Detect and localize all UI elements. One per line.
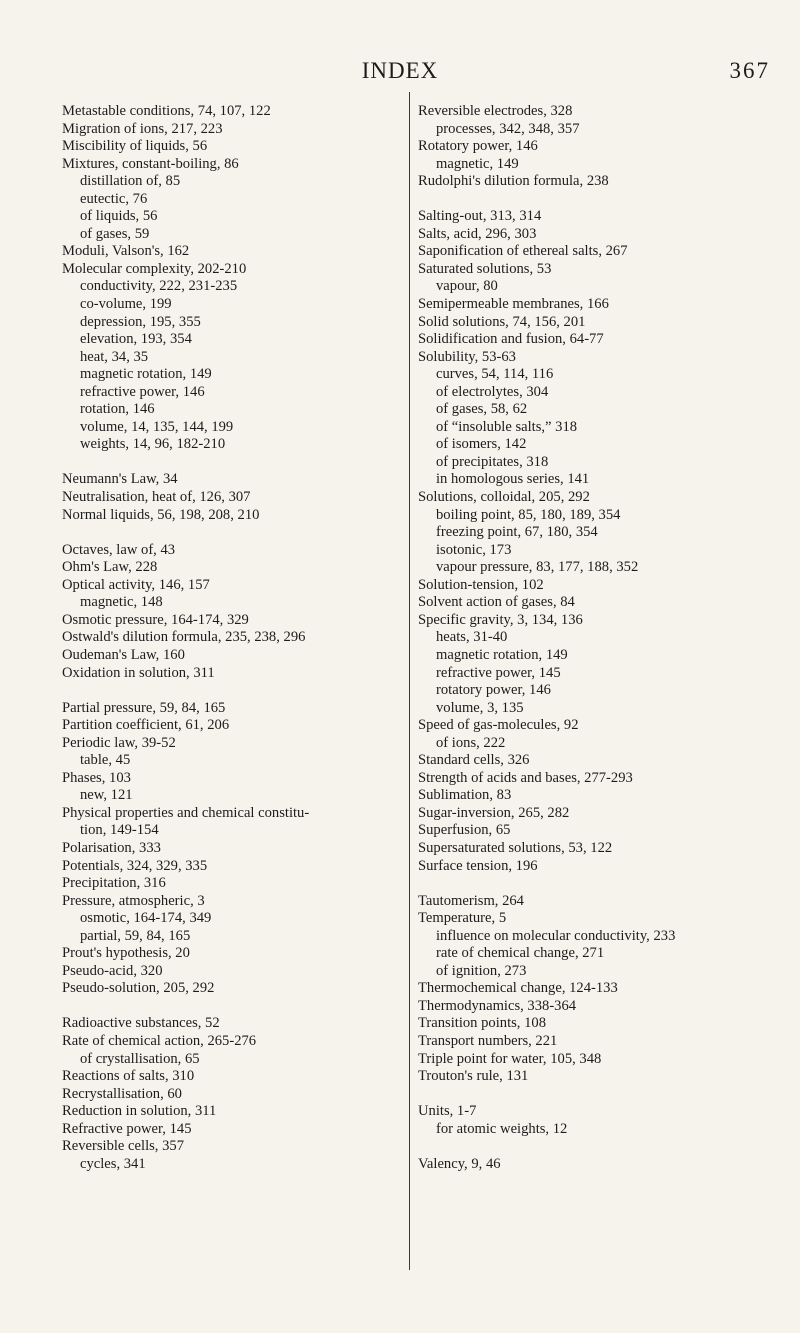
index-subentry: rate of chemical change, 271: [436, 945, 605, 962]
index-subentry: of ignition, 273: [436, 962, 527, 979]
index-subentry: partial, 59, 84, 165: [80, 927, 191, 944]
index-entry: Temperature, 5: [418, 910, 507, 927]
index-subentry: cycles, 341: [80, 1155, 146, 1172]
index-entry: Specific gravity, 3, 134, 136: [418, 611, 583, 628]
index-subentry: freezing point, 67, 180, 354: [436, 524, 598, 541]
index-entry: Reversible electrodes, 328: [418, 103, 573, 119]
index-subentry: volume, 3, 135: [436, 699, 524, 716]
index-subentry: rotatory power, 146: [436, 682, 551, 699]
index-entry: Pressure, atmospheric, 3: [62, 892, 205, 909]
index-subentry: vapour pressure, 83, 177, 188, 352: [436, 559, 639, 576]
index-subentry: rotation, 146: [80, 401, 155, 418]
index-entry: Neumann's Law, 34: [62, 471, 178, 488]
index-subentry: co-volume, 199: [80, 296, 172, 313]
index-entry: Thermodynamics, 338-364: [418, 997, 577, 1014]
index-entry: Sugar-inversion, 265, 282: [418, 804, 570, 821]
index-subentry: of “insoluble salts,” 318: [436, 418, 578, 435]
index-column-left: [62, 103, 407, 1173]
column-divider: [409, 92, 410, 1270]
index-entry: Triple point for water, 105, 348: [418, 1050, 602, 1067]
index-entry: Oxidation in solution, 311: [62, 664, 215, 681]
index-subentry: eutectic, 76: [80, 190, 148, 207]
index-entry: Superfusion, 65: [418, 822, 511, 839]
index-entry: Sublimation, 83: [418, 787, 512, 804]
index-subentry: of gases, 58, 62: [436, 401, 528, 418]
index-subentry: depression, 195, 355: [80, 313, 201, 330]
index-entry: Rudolphi's dilution formula, 238: [418, 173, 609, 190]
index-subentry: of electrolytes, 304: [436, 383, 549, 400]
index-subentry: refractive power, 146: [80, 383, 205, 400]
index-subentry: osmotic, 164-174, 349: [80, 910, 212, 927]
index-entry: Solid solutions, 74, 156, 201: [418, 313, 586, 330]
index-subentry: of crystallisation, 65: [80, 1050, 200, 1067]
index-subentry: weights, 14, 96, 182-210: [80, 436, 226, 453]
index-entry: Potentials, 324, 329, 335: [62, 857, 208, 874]
index-entry: Periodic law, 39-52: [62, 734, 176, 751]
index-entry: Rotatory power, 146: [418, 138, 538, 155]
index-subentry: of ions, 222: [436, 734, 506, 751]
index-entry: Miscibility of liquids, 56: [62, 138, 208, 155]
index-entry: Osmotic pressure, 164-174, 329: [62, 611, 249, 628]
index-subentry: vapour, 80: [436, 278, 498, 295]
index-entry: Moduli, Valson's, 162: [62, 243, 190, 260]
index-column-right: [418, 103, 788, 1173]
index-subentry: elevation, 193, 354: [80, 331, 192, 348]
index-entry: Mixtures, constant-boiling, 86: [62, 155, 239, 172]
index-subentry: processes, 342, 348, 357: [436, 120, 580, 137]
index-subentry: in homologous series, 141: [436, 471, 590, 488]
page-title: INDEX: [361, 58, 439, 83]
index-subentry: isotonic, 173: [436, 541, 512, 558]
index-entry: Salts, acid, 296, 303: [418, 225, 537, 242]
index-entry: Solidification and fusion, 64-77: [418, 331, 604, 348]
index-entry: Pseudo-acid, 320: [62, 962, 163, 979]
index-subentry: influence on molecular conductivity, 233: [436, 927, 676, 944]
index-entry: Valency, 9, 46: [418, 1155, 501, 1172]
index-entry: Solvent action of gases, 84: [418, 594, 575, 611]
index-subentry: refractive power, 145: [436, 664, 561, 681]
index-entry: Precipitation, 316: [62, 875, 166, 892]
index-subentry: volume, 14, 135, 144, 199: [80, 418, 234, 435]
index-subentry: magnetic, 148: [80, 594, 163, 611]
index-entry: Speed of gas-molecules, 92: [418, 717, 579, 734]
index-entry: Recrystallisation, 60: [62, 1085, 182, 1102]
index-subentry: of liquids, 56: [80, 208, 158, 225]
index-entry: Prout's hypothesis, 20: [62, 945, 190, 962]
index-entry: Transition points, 108: [418, 1015, 546, 1032]
index-entry: Supersaturated solutions, 53, 122: [418, 839, 613, 856]
index-entry: Molecular complexity, 202-210: [62, 260, 247, 277]
index-entry: Physical properties and chemical constitu-: [62, 804, 310, 821]
index-entry: Reactions of salts, 310: [62, 1068, 195, 1085]
index-entry: Saponification of ethereal salts, 267: [418, 243, 628, 260]
index-subentry: conductivity, 222, 231-235: [80, 278, 238, 295]
index-entry: Solutions, colloidal, 205, 292: [418, 489, 590, 506]
index-entry: Units, 1-7: [418, 1103, 477, 1120]
index-entry: Partition coefficient, 61, 206: [62, 717, 230, 734]
index-entry: Polarisation, 333: [62, 839, 161, 856]
index-entry: Normal liquids, 56, 198, 208, 210: [62, 506, 260, 523]
index-entry: Tautomerism, 264: [418, 892, 524, 909]
index-entry: Octaves, law of, 43: [62, 541, 176, 558]
index-entry: Saturated solutions, 53: [418, 260, 552, 277]
index-subentry: of isomers, 142: [436, 436, 527, 453]
index-subentry: magnetic, 149: [436, 155, 519, 172]
index-subentry: heat, 34, 35: [80, 348, 149, 365]
index-subentry: boiling point, 85, 180, 189, 354: [436, 506, 621, 523]
index-subentry: of precipitates, 318: [436, 453, 549, 470]
page-header: [0, 58, 800, 86]
index-entry: Strength of acids and bases, 277-293: [418, 769, 633, 786]
index-subentry: magnetic rotation, 149: [80, 366, 212, 383]
index-entry: Pseudo-solution, 205, 292: [62, 980, 215, 997]
index-subentry: curves, 54, 114, 116: [436, 366, 554, 383]
index-entry: Salting-out, 313, 314: [418, 208, 542, 225]
index-entry: Ostwald's dilution formula, 235, 238, 296: [62, 629, 306, 646]
index-subentry: of gases, 59: [80, 225, 150, 242]
index-entry: Transport numbers, 221: [418, 1032, 558, 1049]
index-entry: Rate of chemical action, 265-276: [62, 1032, 257, 1049]
index-entry: Trouton's rule, 131: [418, 1068, 529, 1085]
index-entry: Reduction in solution, 311: [62, 1103, 217, 1120]
index-subentry: tion, 149-154: [80, 822, 159, 839]
index-entry: Reversible cells, 357: [62, 1138, 184, 1155]
index-entry: Semipermeable membranes, 166: [418, 296, 609, 313]
index-subentry: table, 45: [80, 752, 131, 769]
index-entry: Migration of ions, 217, 223: [62, 120, 223, 137]
index-entry: Solubility, 53-63: [418, 348, 516, 365]
index-subentry: distillation of, 85: [80, 173, 181, 190]
index-subentry: new, 121: [80, 787, 133, 804]
index-entry: Radioactive substances, 52: [62, 1015, 220, 1032]
index-subentry: magnetic rotation, 149: [436, 646, 568, 663]
index-entry: Phases, 103: [62, 769, 131, 786]
index-entry: Ohm's Law, 228: [62, 559, 158, 576]
index-entry: Refractive power, 145: [62, 1120, 192, 1137]
index-entry: Partial pressure, 59, 84, 165: [62, 699, 226, 716]
index-entry: Surface tension, 196: [418, 857, 538, 874]
index-entry: Thermochemical change, 124-133: [418, 980, 618, 997]
index-entry: Standard cells, 326: [418, 752, 530, 769]
index-entry: Metastable conditions, 74, 107, 122: [62, 103, 271, 119]
index-entry: Oudeman's Law, 160: [62, 646, 185, 663]
index-entry: Optical activity, 146, 157: [62, 576, 210, 593]
index-subentry: heats, 31-40: [436, 629, 508, 646]
page-number: 367: [729, 58, 770, 83]
index-entry: Solution-tension, 102: [418, 576, 544, 593]
index-entry: Neutralisation, heat of, 126, 307: [62, 489, 251, 506]
index-subentry: for atomic weights, 12: [436, 1120, 568, 1137]
